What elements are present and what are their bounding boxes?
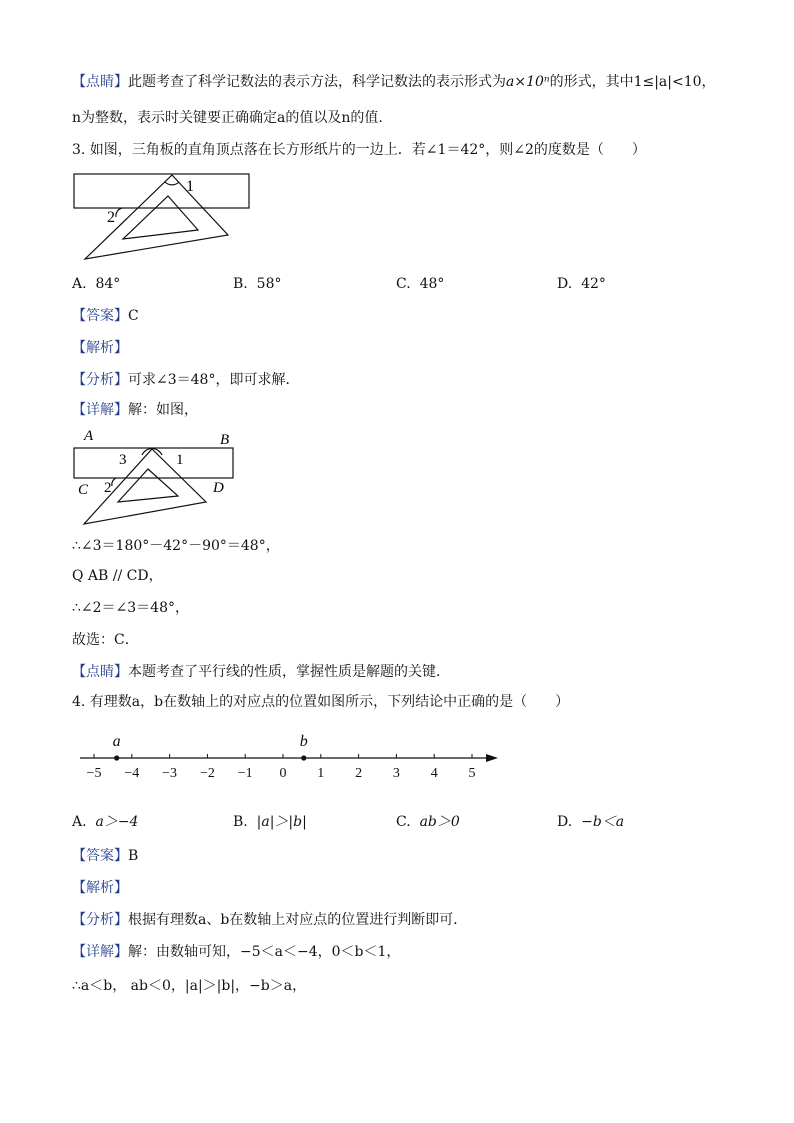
angle-arc-2 [112, 478, 116, 486]
tip-text: 的形式，其中 [549, 74, 634, 90]
point-a [114, 755, 119, 760]
q4-stem: 4. 有理数a，b在数轴上的对应点的位置如图所示，下列结论中正确的是（ ） [72, 694, 570, 710]
tick-label: 3 [392, 766, 400, 781]
label-B: B [220, 432, 230, 448]
q4-detail [72, 942, 400, 962]
axis-arrow [486, 754, 498, 762]
tip-text: 此题考查了科学记数法的表示方法，科学记数法的表示形式为 [128, 74, 506, 90]
fenxi-text: 根据有理数a、b在数轴上对应点的位置进行判断即可． [128, 912, 468, 928]
tick-label: 4 [430, 766, 438, 781]
tick-label: −4 [124, 766, 140, 781]
q3-tip [72, 662, 450, 682]
tip-comma: ， [701, 74, 716, 90]
tip-text: 本题考查了平行线的性质，掌握性质是解题的关键． [128, 664, 450, 680]
triangle-inner [123, 196, 198, 239]
label-D: D [213, 480, 224, 496]
label-2: 2 [104, 480, 112, 496]
triangle-inner [118, 469, 178, 502]
fig1-label-2: 2 [107, 209, 115, 226]
fig1-label-1: 1 [186, 178, 194, 195]
q4-option-b[interactable] [233, 812, 307, 832]
option-letter: D. [557, 814, 573, 830]
option-letter: B. [233, 276, 248, 292]
q3-option-d[interactable] [557, 274, 606, 294]
detail-text: 解：由数轴可知，−5＜a＜−4，0＜b＜1， [128, 944, 401, 960]
q3-option-b[interactable] [233, 274, 281, 294]
point-b-label: b [299, 733, 308, 750]
number-line [72, 728, 512, 788]
tick-label: 2 [355, 766, 363, 781]
option-text: |a|＞|b| [256, 814, 307, 830]
option-text: −b＜a [581, 814, 625, 830]
option-text: 84° [95, 276, 121, 292]
angle-arc-1 [165, 182, 179, 185]
option-letter: C. [396, 276, 411, 292]
tick-label: −2 [199, 766, 215, 781]
label-C: C [78, 482, 89, 498]
option-text: a＞−4 [95, 814, 139, 830]
option-text: 42° [581, 276, 606, 292]
answer-tag: 【答案】 [72, 308, 128, 324]
option-text: ab＞0 [419, 814, 460, 830]
tick-label: 0 [279, 766, 287, 781]
angle-arc-2 [116, 208, 122, 217]
fenxi-tag: 【分析】 [72, 912, 128, 928]
tick-label: 5 [468, 766, 476, 781]
label-A: A [84, 428, 94, 444]
detail-tag: 【详解】 [72, 944, 128, 960]
q4-option-c[interactable] [396, 812, 460, 832]
label-1: 1 [176, 452, 184, 468]
answer-tag: 【答案】 [72, 848, 128, 864]
answer-value: B [128, 848, 139, 864]
q3-choose: 故选：C． [72, 632, 139, 648]
label-3: 3 [119, 452, 127, 468]
fenxi-tag: 【分析】 [72, 372, 128, 388]
q4-option-d[interactable] [557, 812, 624, 832]
option-text: 48° [419, 276, 445, 292]
q3-detail-figure [68, 424, 243, 530]
analysis-tag: 【解析】 [72, 340, 128, 356]
q3-step3: ∴∠2＝∠3＝48°， [72, 600, 189, 616]
triangle-outer [84, 449, 206, 524]
point-a-label: a [112, 733, 121, 750]
q3-option-a[interactable] [72, 274, 120, 294]
tick-label: 1 [317, 766, 325, 781]
tick-label: −1 [237, 766, 253, 781]
tip-tag: 【点睛】 [72, 664, 128, 680]
option-letter: B. [233, 814, 248, 830]
q3-option-c[interactable] [396, 274, 444, 294]
q3-detail [72, 400, 198, 420]
tick-label: −5 [86, 766, 102, 781]
detail-tag: 【详解】 [72, 402, 128, 418]
answer-value: C [128, 308, 139, 324]
analysis-tag: 【解析】 [72, 880, 128, 896]
q2-tip-line2: n为整数，表示时关键要正确确定a的值以及n的值. [72, 110, 383, 126]
sci-formula: a×10ⁿ [506, 74, 550, 90]
q4-fenxi [72, 910, 467, 930]
q4-answer [72, 846, 138, 866]
option-letter: C. [396, 814, 411, 830]
point-b [301, 755, 306, 760]
q3-step2: Q AB // CD， [72, 568, 163, 584]
q2-tip-line1 [72, 72, 716, 92]
option-letter: A. [72, 276, 87, 292]
q3-answer [72, 306, 139, 326]
q3-figure [68, 165, 268, 265]
q3-fenxi [72, 370, 299, 390]
q3-step1: ∴∠3＝180°－42°－90°＝48°， [72, 538, 280, 554]
range-formula: 1≤|a|<10 [633, 74, 702, 90]
detail-text: 解：如图， [128, 402, 198, 418]
option-letter: D. [557, 276, 573, 292]
q3-stem: 3. 如图，三角板的直角顶点落在长方形纸片的一边上．若∠1＝42°，则∠2的度数是（ ） [72, 142, 646, 158]
fenxi-text: 可求∠3＝48°，即可求解． [128, 372, 300, 388]
q4-conclusion: ∴a＜b， ab＜0，|a|＞|b|，−b＞a， [72, 978, 307, 994]
q4-option-a[interactable] [72, 812, 138, 832]
q4-analysis-heading [72, 878, 128, 898]
option-letter: A. [72, 814, 87, 830]
tip-tag: 【点睛】 [72, 74, 128, 90]
tick-label: −3 [162, 766, 178, 781]
option-text: 58° [256, 276, 282, 292]
q3-analysis-heading [72, 338, 128, 358]
